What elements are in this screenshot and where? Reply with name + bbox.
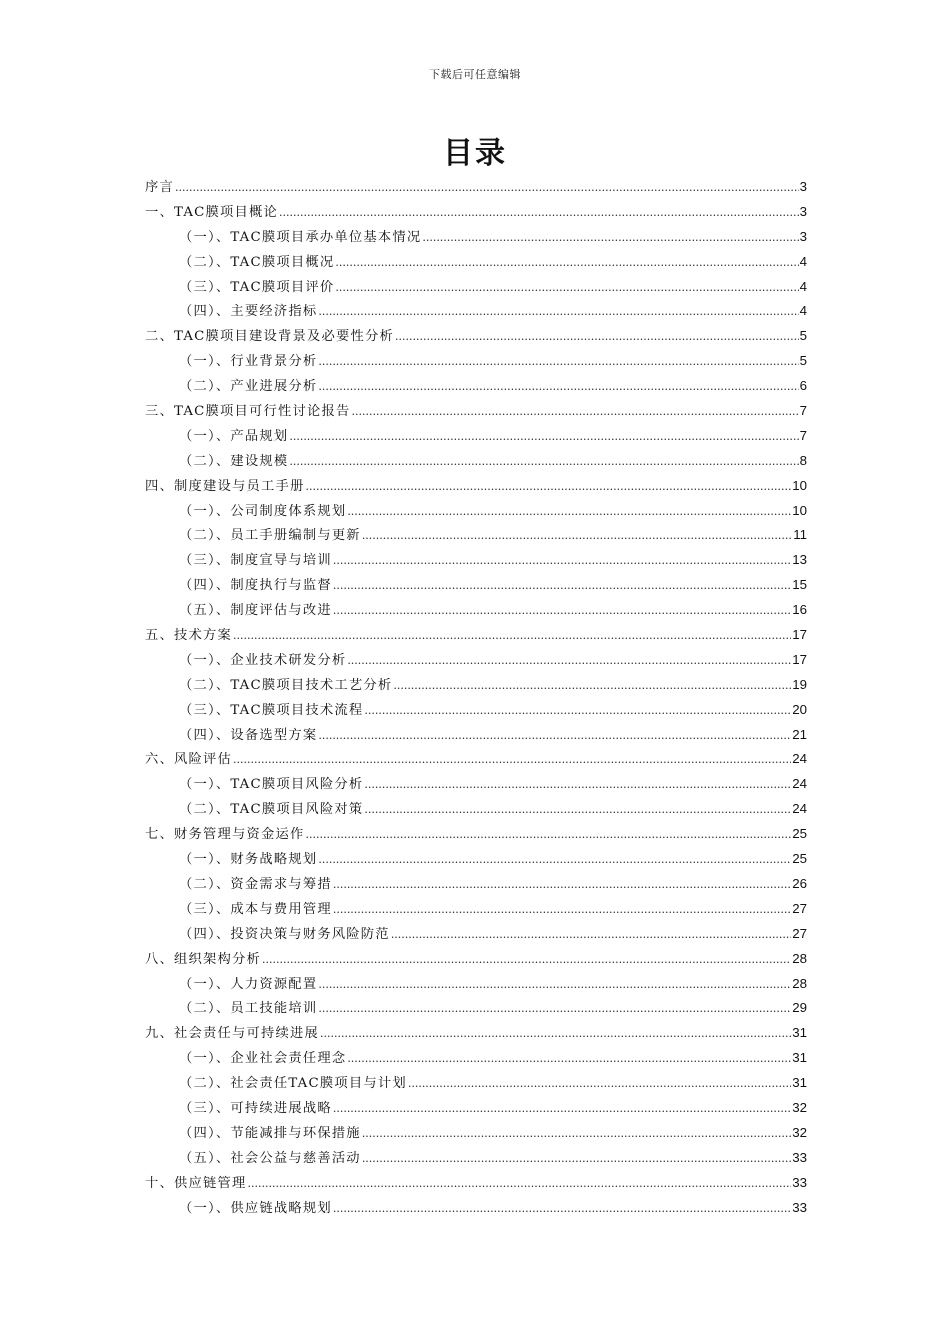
- toc-dot-leader: [318, 305, 798, 318]
- toc-dot-leader: [175, 181, 799, 194]
- toc-entry-label: 六、风险评估: [145, 752, 232, 768]
- toc-section-entry[interactable]: [145, 325, 807, 350]
- toc-page-number: 24: [792, 776, 807, 792]
- toc-page-number: 31: [792, 1075, 807, 1091]
- toc-dot-leader: [333, 1202, 791, 1215]
- toc-dot-leader: [364, 704, 791, 717]
- toc-page-number: 25: [792, 851, 807, 867]
- toc-dot-leader: [289, 455, 798, 468]
- toc-dot-leader: [262, 953, 791, 966]
- toc-dot-leader: [289, 430, 798, 443]
- toc-entry-label: 七、财务管理与资金运作: [145, 827, 305, 843]
- toc-subsection-entry[interactable]: [145, 1072, 807, 1097]
- toc-dot-leader: [318, 1002, 791, 1015]
- toc-dot-leader: [320, 1027, 791, 1040]
- toc-subsection-entry[interactable]: [145, 350, 807, 375]
- toc-subsection-entry[interactable]: [145, 1097, 807, 1122]
- toc-dot-leader: [393, 679, 791, 692]
- toc-entry-label: （二）、资金需求与筹措: [179, 876, 332, 892]
- toc-subsection-entry[interactable]: [145, 500, 807, 525]
- toc-dot-leader: [364, 778, 791, 791]
- toc-subsection-entry[interactable]: [145, 1147, 807, 1172]
- toc-subsection-entry[interactable]: [145, 649, 807, 674]
- toc-dot-leader: [318, 853, 791, 866]
- toc-subsection-entry[interactable]: [145, 300, 807, 325]
- toc-entry-label: （一）、企业技术研发分析: [179, 652, 347, 668]
- toc-page-number: 32: [792, 1099, 807, 1115]
- toc-subsection-entry[interactable]: [145, 549, 807, 574]
- toc-page-number: 5: [799, 328, 807, 344]
- toc-subsection-entry[interactable]: [145, 674, 807, 699]
- toc-subsection-entry[interactable]: [145, 699, 807, 724]
- toc-dot-leader: [233, 629, 791, 642]
- toc-dot-leader: [335, 256, 798, 269]
- toc-entry-label: 四、制度建设与员工手册: [145, 478, 305, 494]
- toc-page-number: 4: [799, 253, 807, 269]
- toc-dot-leader: [362, 1152, 791, 1165]
- toc-page-number: 32: [792, 1124, 807, 1140]
- toc-page-number: 6: [799, 378, 807, 394]
- toc-page-number: 3: [799, 203, 807, 219]
- toc-entry-label: （一）、TAC膜项目承办单位基本情况: [179, 229, 422, 245]
- toc-subsection-entry[interactable]: [145, 574, 807, 599]
- toc-entry-label: （一）、企业社会责任理念: [179, 1051, 347, 1067]
- toc-entry-label: （二）、员工手册编制与更新: [179, 528, 361, 544]
- toc-entry-label: （四）、节能减排与环保措施: [179, 1125, 361, 1141]
- toc-subsection-entry[interactable]: [145, 798, 807, 823]
- toc-entry-label: （二）、产业进展分析: [179, 379, 318, 395]
- toc-entry-label: 二、TAC膜项目建设背景及必要性分析: [145, 329, 394, 345]
- toc-dot-leader: [347, 1052, 791, 1065]
- toc-entry-label: （三）、可持续进展战略: [179, 1100, 332, 1116]
- toc-section-entry[interactable]: [145, 1022, 807, 1047]
- toc-subsection-entry[interactable]: [145, 724, 807, 749]
- toc-dot-leader: [347, 505, 791, 518]
- toc-page-number: 33: [792, 1149, 807, 1165]
- toc-subsection-entry[interactable]: [145, 1047, 807, 1072]
- toc-dot-leader: [333, 878, 791, 891]
- toc-subsection-entry[interactable]: [145, 1122, 807, 1147]
- toc-dot-leader: [247, 1177, 791, 1190]
- toc-dot-leader: [318, 355, 798, 368]
- toc-entry-label: 八、组织架构分析: [145, 951, 261, 967]
- toc-dot-leader: [362, 529, 792, 542]
- toc-page-number: 31: [792, 1025, 807, 1041]
- toc-entry-label: （一）、供应链战略规划: [179, 1200, 332, 1216]
- toc-entry-label: （五）、制度评估与改进: [179, 603, 332, 619]
- toc-subsection-entry[interactable]: [145, 848, 807, 873]
- toc-entry-label: （五）、社会公益与慈善活动: [179, 1150, 361, 1166]
- toc-entry-label: （三）、成本与费用管理: [179, 901, 332, 917]
- toc-page-number: 17: [792, 627, 807, 643]
- toc-page-number: 7: [799, 427, 807, 443]
- toc-page-number: 16: [792, 602, 807, 618]
- toc-subsection-entry[interactable]: [145, 599, 807, 624]
- toc-dot-leader: [233, 753, 791, 766]
- toc-entry-label: （三）、TAC膜项目评价: [179, 279, 335, 295]
- toc-page-number: 31: [792, 1050, 807, 1066]
- page-title: 目录: [443, 136, 507, 171]
- toc-dot-leader: [335, 281, 798, 294]
- toc-section-entry[interactable]: [145, 201, 807, 226]
- toc-entry-label: 五、技术方案: [145, 628, 232, 644]
- toc-dot-leader: [347, 654, 791, 667]
- toc-entry-label: （四）、制度执行与监督: [179, 578, 332, 594]
- toc-dot-leader: [333, 579, 791, 592]
- toc-page-number: 26: [792, 875, 807, 891]
- toc-page-number: 10: [792, 477, 807, 493]
- toc-entry-label: 十、供应链管理: [145, 1175, 247, 1191]
- toc-section-entry[interactable]: [145, 748, 807, 773]
- toc-page-number: 24: [792, 751, 807, 767]
- toc-entry-label: （一）、TAC膜项目风险分析: [179, 777, 364, 793]
- toc-page-number: 8: [799, 452, 807, 468]
- toc-entry-label: 序言: [145, 180, 174, 195]
- toc-entry-label: （二）、建设规模: [179, 453, 289, 469]
- toc-subsection-entry[interactable]: [145, 524, 807, 549]
- toc-dot-leader: [333, 1102, 791, 1115]
- toc-page-number: 7: [799, 403, 807, 419]
- toc-subsection-entry[interactable]: [145, 873, 807, 898]
- toc-dot-leader: [408, 1077, 791, 1090]
- toc-subsection-entry[interactable]: [145, 898, 807, 923]
- toc-page-number: 28: [792, 975, 807, 991]
- toc-dot-leader: [362, 1127, 791, 1140]
- toc-page-number: 10: [792, 502, 807, 518]
- toc-page-number: 5: [799, 353, 807, 369]
- toc-entry-label: （二）、TAC膜项目概况: [179, 254, 335, 270]
- toc-subsection-entry[interactable]: [145, 973, 807, 998]
- toc-page-number: 24: [792, 801, 807, 817]
- toc-entry-label: （一）、行业背景分析: [179, 354, 318, 370]
- toc-subsection-entry[interactable]: [145, 251, 807, 276]
- toc-page-number: 29: [792, 1000, 807, 1016]
- toc-entry-label: 三、TAC膜项目可行性讨论报告: [145, 404, 351, 420]
- header-note: 下载后可任意编辑: [429, 68, 521, 81]
- toc-page-number: 13: [792, 552, 807, 568]
- toc-subsection-entry[interactable]: [145, 997, 807, 1022]
- toc-subsection-entry[interactable]: [145, 226, 807, 251]
- toc-page-number: 33: [792, 1174, 807, 1190]
- toc-page-number: 3: [799, 228, 807, 244]
- toc-entry-label: （一）、公司制度体系规划: [179, 503, 347, 519]
- toc-entry-label: （三）、TAC膜项目技术流程: [179, 702, 364, 718]
- toc-entry-label: （四）、主要经济指标: [179, 304, 318, 320]
- toc-section-entry[interactable]: [145, 624, 807, 649]
- toc-entry-label: （二）、TAC膜项目技术工艺分析: [179, 677, 393, 693]
- toc-entry-label: （四）、设备选型方案: [179, 727, 318, 743]
- toc-section-entry[interactable]: [145, 475, 807, 500]
- toc-page-number: 20: [792, 701, 807, 717]
- toc-entry-label: （三）、制度宣导与培训: [179, 553, 332, 569]
- toc-dot-leader: [318, 978, 791, 991]
- toc-section-entry[interactable]: [145, 400, 807, 425]
- toc-dot-leader: [333, 604, 791, 617]
- toc-page-number: 28: [792, 950, 807, 966]
- toc-subsection-entry[interactable]: [145, 375, 807, 400]
- toc-page-number: 4: [799, 278, 807, 294]
- toc-entry-label: 九、社会责任与可持续进展: [145, 1026, 319, 1042]
- toc-page-number: 21: [792, 726, 807, 742]
- toc-subsection-entry[interactable]: [145, 425, 807, 450]
- toc-page-number: 19: [792, 676, 807, 692]
- toc-entry-label: （一）、人力资源配置: [179, 976, 318, 992]
- toc-entry-label: （二）、员工技能培训: [179, 1001, 318, 1017]
- toc-section-entry[interactable]: [145, 1172, 807, 1197]
- toc-entry-label: 一、TAC膜项目概论: [145, 204, 278, 220]
- toc-dot-leader: [333, 903, 791, 916]
- toc-dot-leader: [351, 405, 798, 418]
- toc-dot-leader: [391, 928, 791, 941]
- toc-page-number: 15: [792, 577, 807, 593]
- toc-dot-leader: [279, 206, 799, 219]
- toc-page-number: 33: [792, 1199, 807, 1215]
- toc-entry-label: （四）、投资决策与财务风险防范: [179, 926, 390, 942]
- toc-dot-leader: [395, 330, 799, 343]
- toc-page-number: 25: [792, 826, 807, 842]
- toc-entry-label: （二）、社会责任TAC膜项目与计划: [179, 1076, 407, 1092]
- toc-dot-leader: [318, 729, 791, 742]
- toc-dot-leader: [333, 554, 791, 567]
- toc-page-number: 27: [792, 900, 807, 916]
- toc-page-number: 4: [799, 303, 807, 319]
- toc-entry-label: （一）、财务战略规划: [179, 852, 318, 868]
- toc-section-entry[interactable]: [145, 948, 807, 973]
- toc-page-number: 27: [792, 925, 807, 941]
- toc-section-entry[interactable]: [145, 823, 807, 848]
- toc-dot-leader: [305, 480, 791, 493]
- toc-section-entry[interactable]: [145, 176, 807, 201]
- toc-dot-leader: [305, 828, 791, 841]
- toc-subsection-entry[interactable]: [145, 923, 807, 948]
- table-of-contents: [145, 176, 807, 1221]
- toc-entry-label: （一）、产品规划: [179, 428, 289, 444]
- toc-dot-leader: [422, 231, 798, 244]
- toc-subsection-entry[interactable]: [145, 276, 807, 301]
- toc-page-number: 11: [793, 527, 807, 543]
- toc-subsection-entry[interactable]: [145, 450, 807, 475]
- toc-subsection-entry[interactable]: [145, 1197, 807, 1222]
- toc-page-number: 17: [792, 651, 807, 667]
- toc-dot-leader: [364, 803, 791, 816]
- toc-dot-leader: [318, 380, 798, 393]
- toc-page-number: 3: [799, 179, 807, 194]
- toc-entry-label: （二）、TAC膜项目风险对策: [179, 802, 364, 818]
- toc-subsection-entry[interactable]: [145, 773, 807, 798]
